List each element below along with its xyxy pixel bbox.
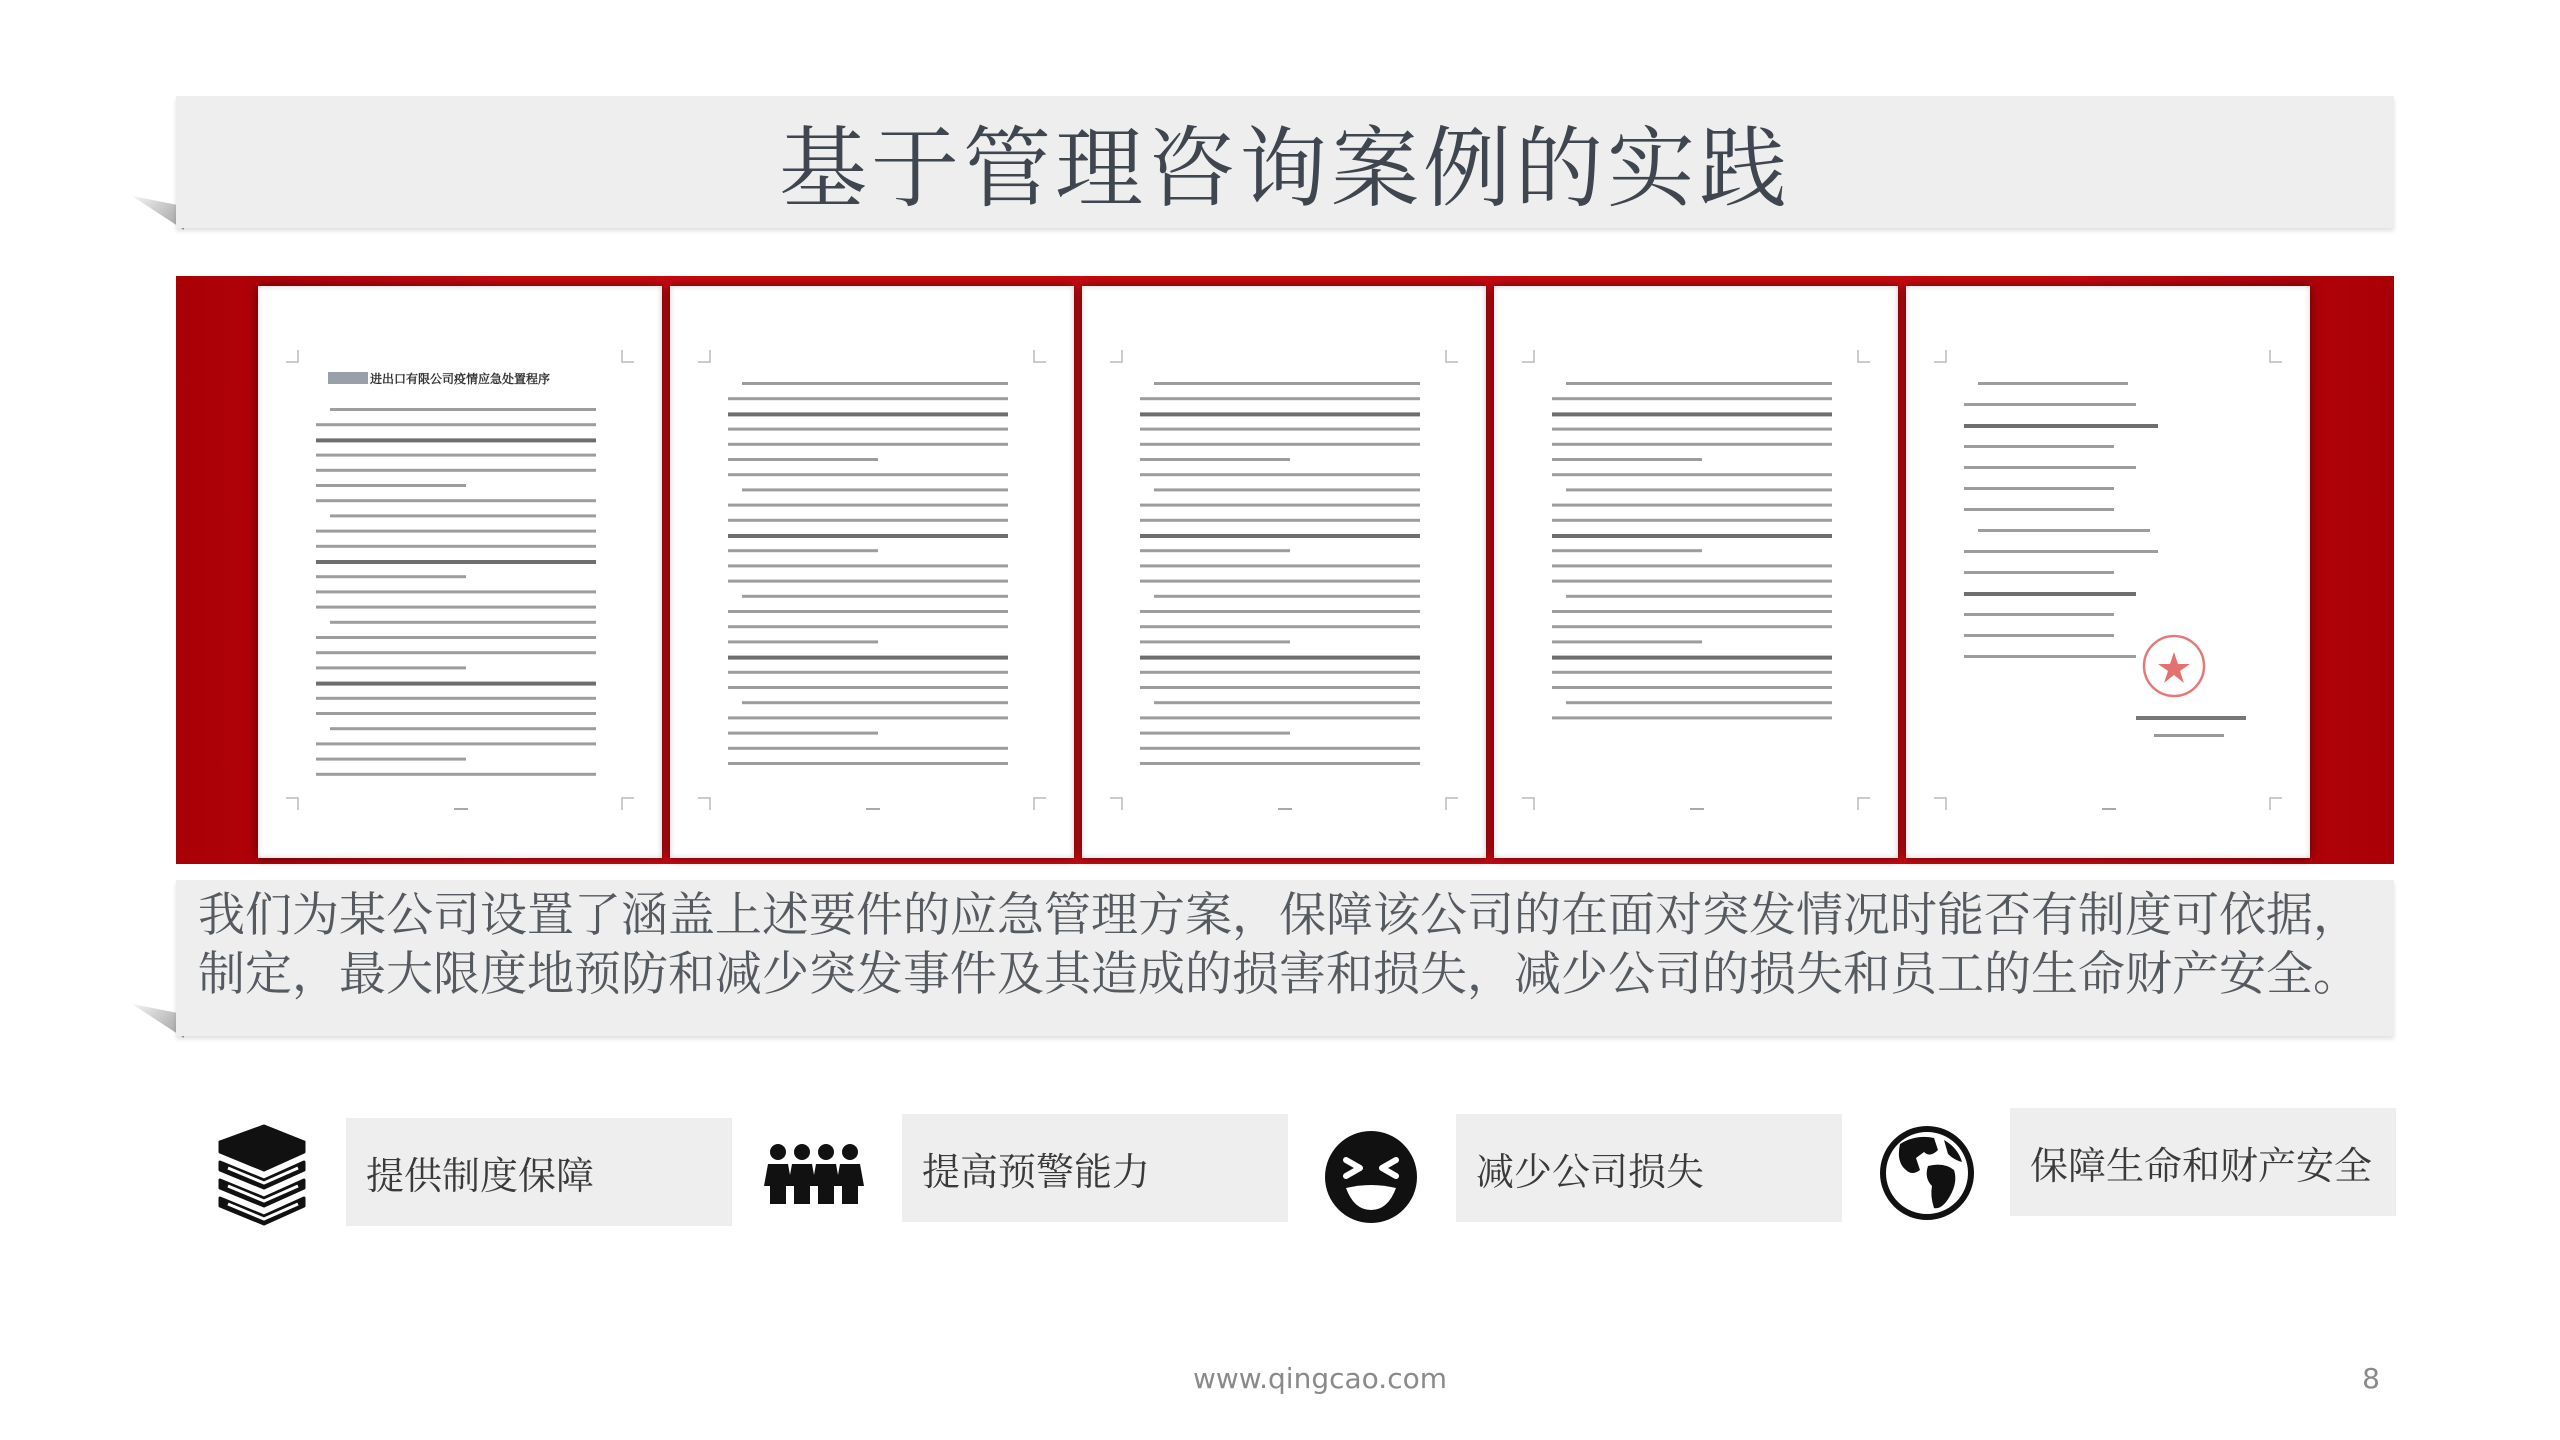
document-page-5-content: [1906, 286, 2310, 858]
document-page-4: [1494, 286, 1898, 858]
document-page-4-content: [1494, 286, 1898, 858]
feature-reduce-company-loss: [1456, 1114, 1842, 1222]
slide-title: 基于管理咨询案例的实践: [778, 117, 1791, 220]
svg-text:进出口有限公司疫情应急处置程序: 进出口有限公司疫情应急处置程序: [370, 372, 551, 386]
books-icon: [206, 1118, 316, 1228]
document-page-2: [670, 286, 1074, 858]
footer-url: www.qingcao.com: [1193, 1362, 1447, 1395]
document-page-3: [1082, 286, 1486, 858]
document-page-2-content: [670, 286, 1074, 858]
globe-icon: [1872, 1118, 1982, 1228]
people-group-icon: [760, 1118, 870, 1228]
document-page-1: [258, 286, 662, 858]
page-number: 8: [2362, 1362, 2380, 1395]
document-page-1-content: [258, 286, 662, 858]
description-box: [176, 880, 2394, 1036]
feature-ensure-life-property-safety: [2010, 1108, 2396, 1216]
documents-panel: [176, 276, 2394, 864]
feature-label: 提高预警能力: [922, 1149, 1151, 1194]
document-page-3-content: [1082, 286, 1486, 858]
feature-label: 减少公司损失: [1476, 1149, 1705, 1194]
title-banner: [176, 96, 2394, 228]
document-page-5: [1906, 286, 2310, 858]
feature-improve-warning-capability: [902, 1114, 1288, 1222]
frustrated-face-icon: [1316, 1122, 1426, 1232]
feature-label: 保障生命和财产安全: [2030, 1143, 2373, 1188]
feature-provide-system-guarantee: [346, 1118, 732, 1226]
feature-label: 提供制度保障: [366, 1153, 595, 1198]
description-text: 我们为某公司设置了涵盖上述要件的应急管理方案，保障该公司的在面对突发情况时能否有制度可依据，制定，最大限度地预防和减少突发事件及其造成的损害和损失，减少公司的损失和员工的生命财产安全。: [198, 888, 2360, 1002]
